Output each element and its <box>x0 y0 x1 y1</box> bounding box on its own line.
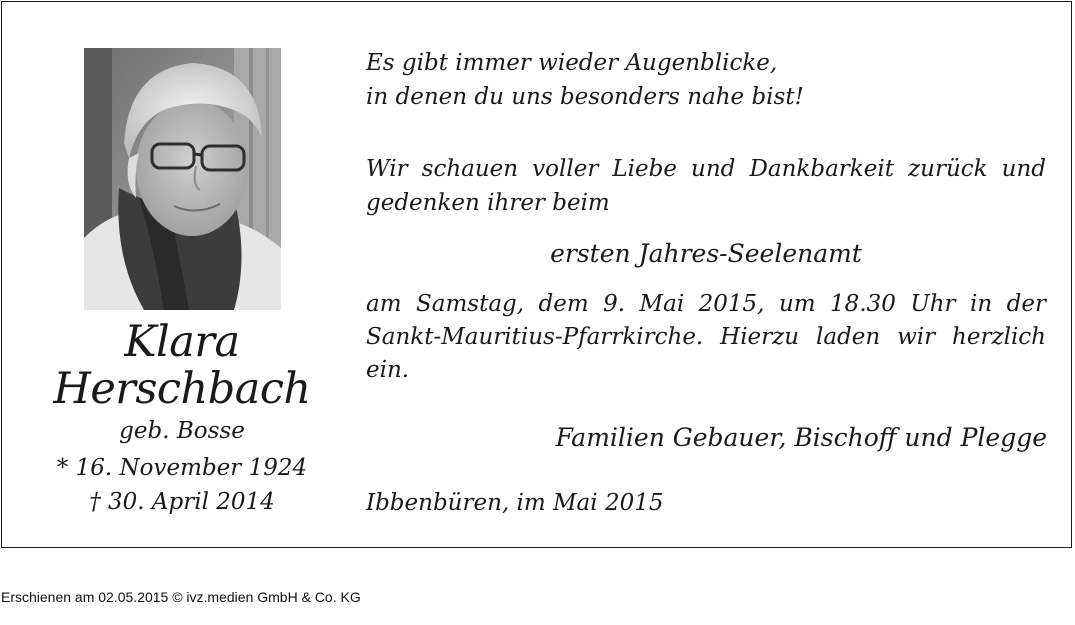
death-date: † 30. April 2014 <box>89 489 275 515</box>
service-details-line-2: Sankt-Mauritius-Pfarrkirche. Hierzu laden wir herzlich <box>366 324 1046 350</box>
service-details-line-1: am Samstag, dem 9. Mai 2015, um 18.30 Uhr in der <box>366 291 1046 317</box>
deceased-last-name: Herschbach <box>53 364 311 414</box>
verse-line-1: Es gibt immer wieder Augenblicke, <box>366 50 778 76</box>
family-signature: Familien Gebauer, Bischoff und Plegge <box>555 423 1047 452</box>
publication-footer: Erschienen am 02.05.2015 © ivz.medien GmbH & Co. KG <box>1 589 361 605</box>
birth-date: * 16. November 1924 <box>56 455 308 481</box>
remembrance-line-1: Wir schauen voller Liebe und Dankbarkeit zurück und <box>366 156 1046 182</box>
portrait-photo-illustration <box>84 48 281 310</box>
remembrance-line-2: gedenken ihrer beim <box>366 190 610 216</box>
place-and-date: Ibbenbüren, im Mai 2015 <box>366 490 664 516</box>
event-title: ersten Jahres-Seelenamt <box>550 239 862 268</box>
deceased-maiden-name: geb. Bosse <box>119 418 245 444</box>
portrait-photo <box>84 48 281 310</box>
notice-frame <box>1 1 1072 548</box>
service-details-line-3: ein. <box>366 357 410 383</box>
verse-line-2: in denen du uns besonders nahe bist! <box>366 84 804 110</box>
deceased-first-name: Klara <box>124 317 240 367</box>
